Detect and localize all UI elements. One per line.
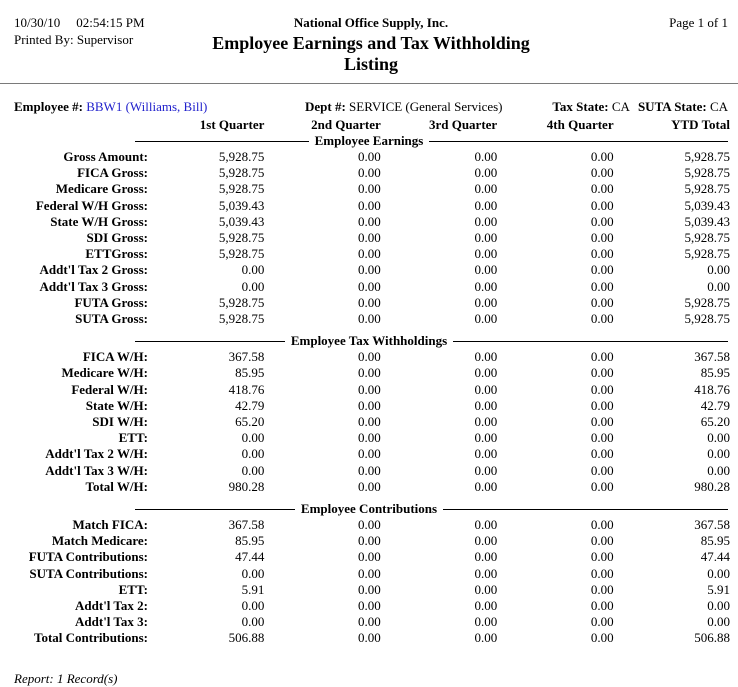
table-row [0, 246, 738, 262]
cell-value: 42.79 [235, 397, 265, 413]
row-label: Total Contributions: [33, 630, 148, 646]
cell-value: 0.00 [358, 213, 381, 229]
cell-value: 0.00 [474, 246, 498, 262]
table-row [0, 630, 738, 646]
section-title: Employee Earnings [309, 133, 430, 148]
table-row [0, 365, 738, 381]
cell-value: 0.00 [590, 311, 614, 327]
cell-value: 5,039.43 [684, 213, 730, 229]
row-label: Gross Amount: [63, 149, 148, 164]
row-label: Addt'l Tax 3: [75, 614, 148, 630]
header-center [184, 14, 558, 75]
row-label: Medicare W/H: [61, 365, 148, 381]
department-value: SERVICE (General Services) [349, 99, 503, 114]
row-label: State W/H Gross: [50, 213, 148, 229]
cell-value: 0.00 [474, 278, 498, 294]
cell-value: 5,928.75 [218, 181, 265, 197]
tax-states [552, 99, 738, 115]
cell-value: 0.00 [474, 149, 498, 164]
cell-value: 0.00 [358, 565, 381, 581]
employee-number-link[interactable]: BBW1 (Williams, Bill) [86, 99, 208, 114]
cell-value: 0.00 [707, 262, 730, 278]
table-row [0, 398, 738, 414]
cell-value: 0.00 [590, 446, 614, 462]
cell-value: 85.95 [700, 365, 730, 381]
cell-value: 0.00 [474, 517, 498, 533]
table-row [0, 598, 738, 614]
cell-value: 0.00 [358, 598, 381, 614]
cell-value: 367.58 [694, 517, 730, 533]
cell-value: 0.00 [590, 294, 614, 310]
cell-value: 0.00 [358, 446, 381, 462]
cell-value: 5,928.75 [218, 165, 265, 181]
cell-value: 5,928.75 [218, 149, 265, 164]
cell-value: 980.28 [228, 478, 265, 494]
company-name: National Office Supply, Inc. [293, 15, 449, 30]
cell-value: 0.00 [474, 365, 498, 381]
table-row [0, 566, 738, 582]
cell-value: 506.88 [228, 630, 265, 646]
cell-value: 5,928.75 [684, 165, 730, 181]
cell-value: 0.00 [590, 365, 614, 381]
cell-value: 0.00 [590, 630, 614, 646]
cell-value: 0.00 [590, 565, 614, 581]
cell-value: 0.00 [241, 262, 265, 278]
cell-value: 0.00 [707, 614, 730, 630]
cell-value: 0.00 [590, 533, 614, 549]
cell-value: 0.00 [590, 549, 614, 565]
row-label: SUTA Contributions: [29, 565, 148, 581]
cell-value: 0.00 [590, 149, 614, 164]
cell-value: 0.00 [358, 278, 381, 294]
table-row [0, 414, 738, 430]
section-title: Employee Tax Withholdings [285, 333, 453, 348]
cell-value: 65.20 [235, 414, 265, 430]
column-header-ytd: YTD Total [671, 117, 730, 132]
cell-value: 0.00 [358, 462, 381, 478]
cell-value: 0.00 [474, 181, 498, 197]
cell-value: 5,928.75 [684, 230, 730, 246]
cell-value: 0.00 [590, 614, 614, 630]
cell-value: 0.00 [474, 478, 498, 494]
row-label: FICA W/H: [82, 349, 148, 365]
row-label: SDI Gross: [86, 230, 148, 246]
table-row [0, 165, 738, 181]
cell-value: 5,928.75 [218, 230, 265, 246]
row-label: SDI W/H: [92, 414, 148, 430]
table-row [0, 382, 738, 398]
cell-value: 0.00 [590, 230, 614, 246]
cell-value: 0.00 [241, 614, 265, 630]
table-row [0, 198, 738, 214]
table-row [0, 262, 738, 278]
suta-state-value: CA [709, 99, 728, 114]
cell-value: 0.00 [474, 430, 498, 446]
table-row [0, 181, 738, 197]
row-label: Medicare Gross: [55, 181, 148, 197]
employee-number [14, 99, 305, 115]
print-date: 10/30/10 [14, 15, 61, 30]
cell-value: 0.00 [590, 462, 614, 478]
cell-value: 5,039.43 [218, 197, 265, 213]
column-header-q3: 3rd Quarter [428, 117, 498, 132]
cell-value: 418.76 [694, 381, 730, 397]
cell-value: 0.00 [474, 565, 498, 581]
cell-value: 0.00 [358, 581, 381, 597]
table-row [0, 430, 738, 446]
cell-value: 0.00 [474, 533, 498, 549]
table-row [0, 214, 738, 230]
table-row [0, 582, 738, 598]
table-row [0, 311, 738, 327]
cell-value: 0.00 [590, 517, 614, 533]
cell-value: 47.44 [700, 549, 730, 565]
column-header-q2: 2nd Quarter [311, 117, 381, 132]
cell-value: 0.00 [474, 213, 498, 229]
cell-value: 0.00 [590, 246, 614, 262]
cell-value: 5,928.75 [218, 311, 265, 327]
row-label: ETT: [118, 430, 148, 446]
cell-value: 0.00 [358, 197, 381, 213]
table-row [0, 517, 738, 533]
cell-value: 0.00 [358, 614, 381, 630]
cell-value: 0.00 [358, 246, 381, 262]
cell-value: 0.00 [590, 478, 614, 494]
cell-value: 0.00 [590, 165, 614, 181]
cell-value: 5,928.75 [684, 311, 730, 327]
cell-value: 0.00 [241, 598, 265, 614]
cell-value: 0.00 [590, 213, 614, 229]
cell-value: 47.44 [235, 549, 265, 565]
section-header [0, 333, 738, 349]
cell-value: 0.00 [474, 262, 498, 278]
column-header-q4: 4th Quarter [546, 117, 614, 132]
employee-info-row [14, 99, 738, 115]
row-label: Addt'l Tax 2: [75, 598, 148, 614]
department [305, 99, 547, 115]
cell-value: 0.00 [590, 262, 614, 278]
cell-value: 0.00 [358, 517, 381, 533]
section-header [0, 133, 738, 149]
report-header [0, 0, 738, 75]
cell-value: 0.00 [707, 462, 730, 478]
cell-value: 0.00 [358, 365, 381, 381]
column-header-q1: 1st Quarter [199, 117, 265, 132]
cell-value: 0.00 [358, 478, 381, 494]
cell-value: 5,928.75 [684, 149, 730, 164]
row-label: Addt'l Tax 3 W/H: [45, 462, 148, 478]
table-row [0, 230, 738, 246]
cell-value: 0.00 [474, 230, 498, 246]
cell-value: 65.20 [700, 414, 730, 430]
table-row [0, 295, 738, 311]
cell-value: 0.00 [590, 349, 614, 365]
header-left [14, 14, 184, 75]
cell-value: 0.00 [474, 549, 498, 565]
cell-value: 0.00 [707, 278, 730, 294]
table-row [0, 149, 738, 165]
cell-value: 0.00 [590, 430, 614, 446]
report-body [0, 133, 738, 647]
cell-value: 0.00 [474, 462, 498, 478]
row-label: Total W/H: [85, 478, 148, 494]
row-label: State W/H: [85, 397, 148, 413]
cell-value: 0.00 [358, 311, 381, 327]
table-row [0, 349, 738, 365]
cell-value: 0.00 [358, 181, 381, 197]
employee-number-label: Employee #: [14, 99, 83, 114]
cell-value: 0.00 [358, 430, 381, 446]
cell-value: 0.00 [590, 381, 614, 397]
cell-value: 0.00 [474, 630, 498, 646]
cell-value: 0.00 [474, 381, 498, 397]
row-label: Match Medicare: [51, 533, 148, 549]
cell-value: 5.91 [241, 581, 265, 597]
printed-by: Printed By: Supervisor [14, 32, 134, 47]
section-title: Employee Contributions [295, 501, 443, 516]
cell-value: 0.00 [358, 262, 381, 278]
department-label: Dept #: [305, 99, 346, 114]
cell-value: 0.00 [474, 581, 498, 597]
cell-value: 0.00 [707, 565, 730, 581]
column-header-spacer [0, 116, 148, 133]
cell-value: 0.00 [474, 349, 498, 365]
cell-value: 0.00 [474, 598, 498, 614]
cell-value: 367.58 [694, 349, 730, 365]
cell-value: 0.00 [590, 581, 614, 597]
record-count: Report: 1 Record(s) [14, 670, 118, 686]
cell-value: 506.88 [694, 630, 730, 646]
cell-value: 0.00 [590, 278, 614, 294]
cell-value: 5,039.43 [218, 213, 265, 229]
tax-state-label: Tax State: [552, 99, 609, 114]
print-datetime [14, 14, 184, 31]
row-label: SUTA Gross: [75, 311, 148, 327]
row-label: FUTA Gross: [74, 294, 148, 310]
cell-value: 0.00 [358, 349, 381, 365]
row-label: Federal W/H Gross: [35, 197, 148, 213]
cell-value: 5,039.43 [684, 197, 730, 213]
cell-value: 0.00 [474, 311, 498, 327]
cell-value: 0.00 [358, 149, 381, 164]
cell-value: 0.00 [241, 462, 265, 478]
cell-value: 85.95 [700, 533, 730, 549]
cell-value: 42.79 [700, 397, 730, 413]
cell-value: 0.00 [707, 430, 730, 446]
cell-value: 0.00 [358, 414, 381, 430]
cell-value: 980.28 [694, 478, 730, 494]
print-time: 02:54:15 PM [76, 15, 145, 30]
row-label: FICA Gross: [77, 165, 148, 181]
cell-value: 85.95 [235, 365, 265, 381]
cell-value: 367.58 [228, 349, 265, 365]
cell-value: 0.00 [590, 197, 614, 213]
table-row [0, 479, 738, 495]
cell-value: 0.00 [358, 294, 381, 310]
cell-value: 5.91 [707, 581, 730, 597]
cell-value: 0.00 [474, 446, 498, 462]
table-row [0, 279, 738, 295]
row-label: Addt'l Tax 2 Gross: [39, 262, 148, 278]
cell-value: 0.00 [590, 397, 614, 413]
cell-value: 0.00 [241, 565, 265, 581]
row-label: Federal W/H: [71, 381, 148, 397]
table-row [0, 533, 738, 549]
cell-value: 0.00 [474, 414, 498, 430]
cell-value: 0.00 [358, 630, 381, 646]
header-divider [0, 83, 738, 84]
cell-value: 0.00 [358, 533, 381, 549]
cell-value: 0.00 [474, 294, 498, 310]
cell-value: 5,928.75 [218, 246, 265, 262]
row-label: Match FICA: [72, 517, 148, 533]
cell-value: 0.00 [241, 278, 265, 294]
table-row [0, 463, 738, 479]
report-title: Employee Earnings and Tax Withholding Listing [212, 33, 530, 74]
row-label: Addt'l Tax 3 Gross: [39, 278, 148, 294]
row-label: FUTA Contributions: [28, 549, 148, 565]
cell-value: 0.00 [241, 446, 265, 462]
row-label: ETTGross: [85, 246, 148, 262]
section-header [0, 501, 738, 517]
cell-value: 0.00 [474, 197, 498, 213]
table-row [0, 614, 738, 630]
cell-value: 0.00 [358, 381, 381, 397]
cell-value: 0.00 [474, 397, 498, 413]
column-header-row [0, 116, 738, 133]
row-label: ETT: [118, 581, 148, 597]
cell-value: 0.00 [590, 181, 614, 197]
cell-value: 0.00 [241, 430, 265, 446]
table-row [0, 446, 738, 462]
cell-value: 367.58 [228, 517, 265, 533]
cell-value: 0.00 [474, 614, 498, 630]
cell-value: 0.00 [358, 230, 381, 246]
cell-value: 0.00 [590, 598, 614, 614]
cell-value: 0.00 [358, 549, 381, 565]
cell-value: 0.00 [707, 598, 730, 614]
page-indicator: Page 1 of 1 [669, 15, 728, 30]
cell-value: 0.00 [474, 165, 498, 181]
row-label: Addt'l Tax 2 W/H: [45, 446, 148, 462]
tax-state-value: CA [611, 99, 630, 114]
cell-value: 5,928.75 [218, 294, 265, 310]
cell-value: 5,928.75 [684, 246, 730, 262]
suta-state-label: SUTA State: [637, 99, 707, 114]
cell-value: 0.00 [707, 446, 730, 462]
cell-value: 0.00 [358, 397, 381, 413]
cell-value: 85.95 [235, 533, 265, 549]
cell-value: 5,928.75 [684, 294, 730, 310]
cell-value: 418.76 [228, 381, 265, 397]
cell-value: 5,928.75 [684, 181, 730, 197]
cell-value: 0.00 [358, 165, 381, 181]
table-row [0, 549, 738, 565]
cell-value: 0.00 [590, 414, 614, 430]
